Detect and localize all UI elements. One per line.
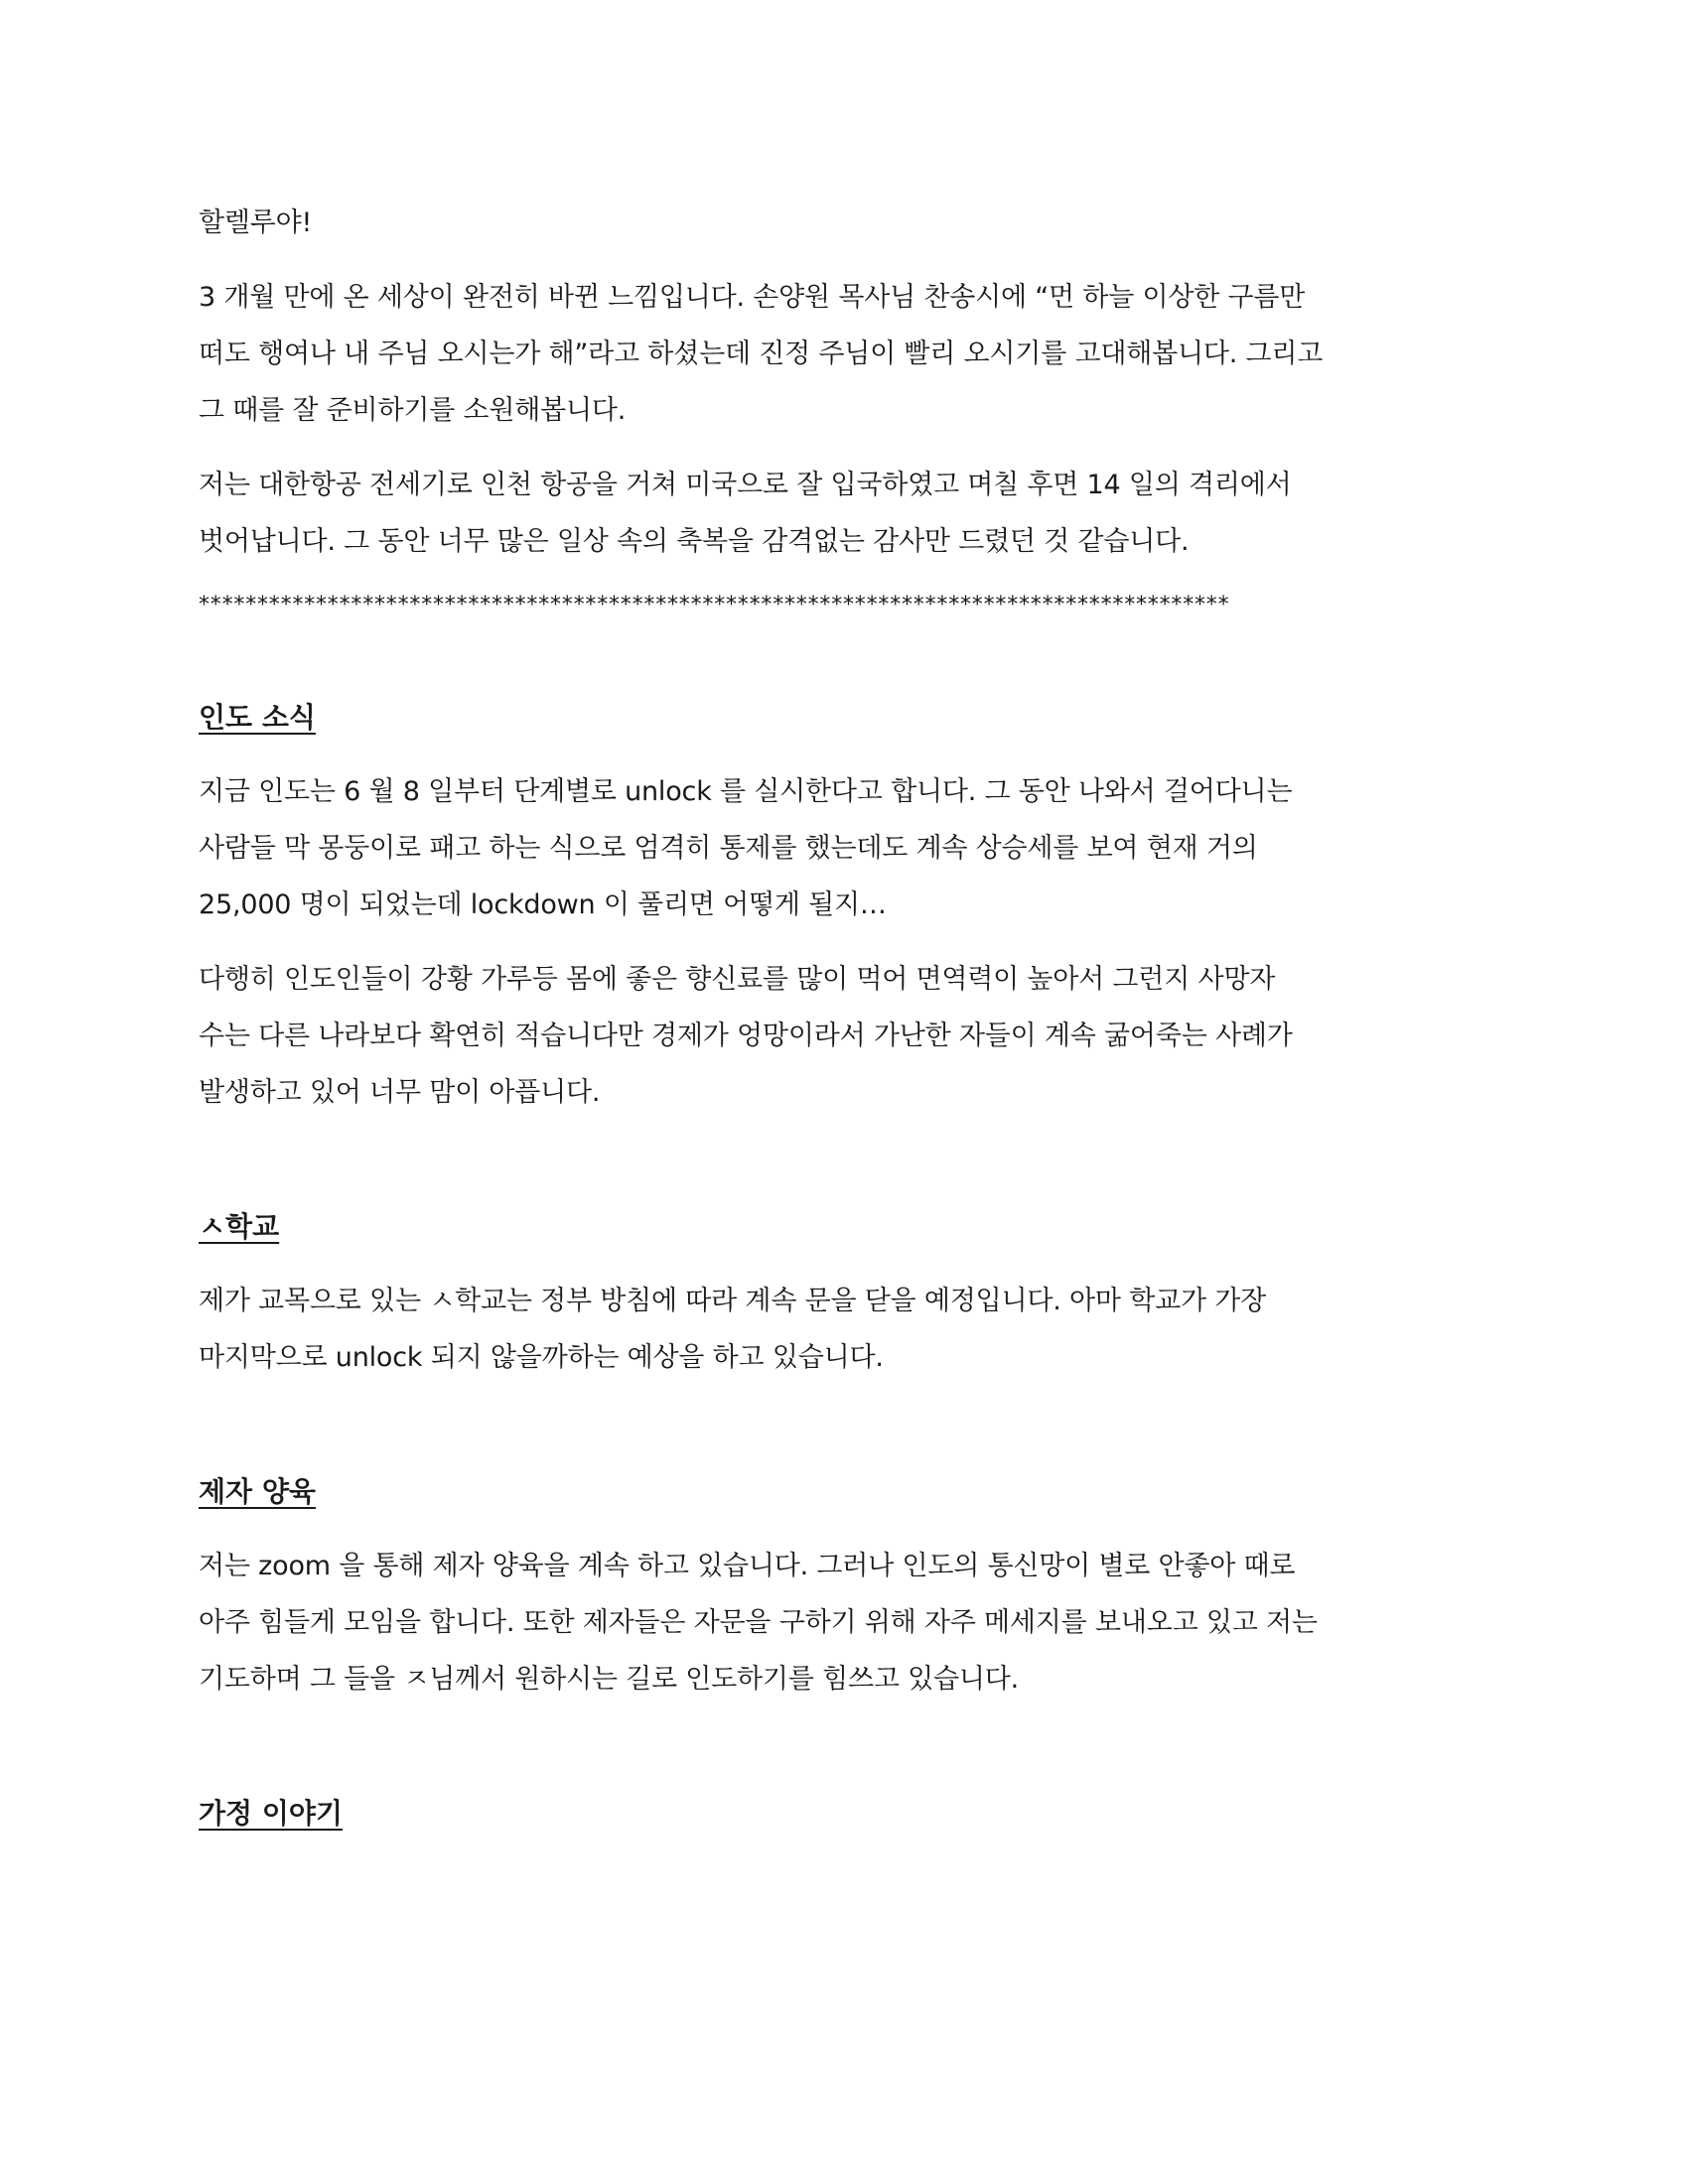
- text-line: 그 때를 잘 준비하기를 소원해봅니다.: [199, 395, 627, 426]
- text-line: 수는 다른 나라보다 확연히 적습니다만 경제가 엉망이라서 가난한 자들이 계속 굶어죽는 사례가: [199, 1021, 1293, 1051]
- spacer: [199, 746, 1499, 763]
- section-title: 가정 이야기: [199, 1797, 343, 1830]
- section-heading-family: [199, 1785, 1499, 1842]
- text-line: 제가 교목으로 있는 ㅅ학교는 정부 방침에 따라 계속 문을 닫을 예정입니다. 아마 학교가 가장: [199, 1286, 1266, 1316]
- spacer: [199, 1255, 1499, 1273]
- text-line: 지금 인도는 6 월 8 일부터 단계별로 unlock 를 실시한다고 합니다. 그 동안 나와서 걸어다니는: [199, 776, 1293, 807]
- text-line: 3 개월 만에 온 세상이 완전히 바뀐 느낌입니다. 손양원 목사님 찬송시에 “먼 하늘 이상한 구름만: [199, 282, 1306, 313]
- section-heading-school: [199, 1198, 1499, 1255]
- section-title: 제자 양육: [199, 1475, 316, 1508]
- spacer: [199, 1707, 1499, 1785]
- spacer: [199, 570, 1499, 586]
- text-line: 발생하고 있어 너무 맘이 아픕니다.: [199, 1077, 601, 1108]
- intro-paragraph-2: [199, 457, 1499, 570]
- spacer: [199, 625, 1499, 689]
- section-heading-disciples: [199, 1463, 1499, 1520]
- text-line: 기도하며 그 들을 ㅈ님께서 원하시는 길로 인도하기를 힘쓰고 있습니다.: [199, 1664, 1020, 1695]
- text-line: 저는 zoom 을 통해 제자 양육을 계속 하고 있습니다. 그러나 인도의 통신망이 별로 안좋아 때로: [199, 1551, 1296, 1581]
- asterisk-separator: ****************************************************************************************: [199, 593, 1230, 617]
- spacer: [199, 251, 1499, 269]
- text-line: 사람들 막 몽둥이로 패고 하는 식으로 엄격히 통제를 했는데도 계속 상승세를 보여 현재 거의: [199, 833, 1258, 864]
- spacer: [199, 1520, 1499, 1538]
- spacer: [199, 933, 1499, 951]
- school-paragraph-1: [199, 1273, 1499, 1386]
- text-line: 떠도 행여나 내 주님 오시는가 해”라고 하셨는데 진정 주님이 빨리 오시기를 고대해봅니다. 그리고: [199, 339, 1324, 369]
- india-paragraph-1: [199, 763, 1499, 933]
- text-line: 벗어납니다. 그 동안 너무 많은 일상 속의 축복을 감격없는 감사만 드렸던 것 같습니다.: [199, 526, 1190, 557]
- text-line: 아주 힘들게 모임을 합니다. 또한 제자들은 자문을 구하기 위해 자주 메세지를 보내오고 있고 저는: [199, 1607, 1318, 1638]
- india-paragraph-2: [199, 951, 1499, 1121]
- section-title: ㅅ학교: [199, 1210, 280, 1243]
- spacer: [199, 439, 1499, 457]
- spacer: [199, 1386, 1499, 1463]
- greeting-line: 할렐루야!: [199, 207, 313, 238]
- intro-paragraph-1: [199, 269, 1499, 439]
- document-body: [199, 195, 1499, 1842]
- section-heading-india: [199, 689, 1499, 746]
- text-line: 다행히 인도인들이 강황 가루등 몸에 좋은 향신료를 많이 먹어 면역력이 높아서 그런지 사망자: [199, 964, 1276, 995]
- section-title: 인도 소식: [199, 701, 316, 734]
- disciples-paragraph-1: [199, 1538, 1499, 1707]
- spacer: [199, 1121, 1499, 1198]
- text-line: 25,000 명이 되었는데 lockdown 이 풀리면 어떻게 될지…: [199, 889, 887, 920]
- text-line: 마지막으로 unlock 되지 않을까하는 예상을 하고 있습니다.: [199, 1342, 884, 1373]
- text-line: 저는 대한항공 전세기로 인천 항공을 거쳐 미국으로 잘 입국하였고 며칠 후면 14 일의 격리에서: [199, 470, 1292, 500]
- greeting: [199, 195, 1499, 251]
